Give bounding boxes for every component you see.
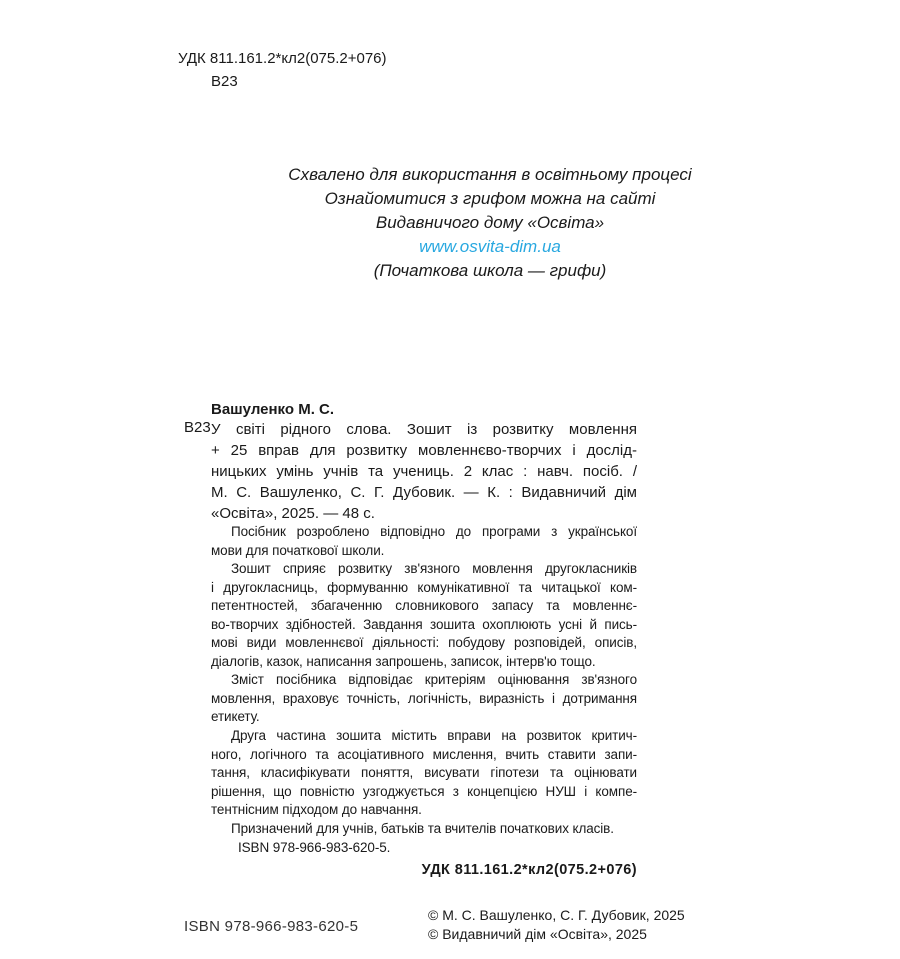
annotation-line: Зміст посібника відповідає критеріям оцінювання зв'язного xyxy=(231,672,637,687)
bibliographic-entry xyxy=(211,419,637,524)
annotation-line: петентностей, збагаченню словникового запасу та мовленнє- xyxy=(211,598,637,613)
annotation-line: тання, класифікувати поняття, висувати гіпотези та оцінювати xyxy=(211,765,637,780)
annotation-line: Друга частина зошита містить вправи на розвиток критич- xyxy=(231,728,637,743)
annotation-line: діалогів, казок, написання запрошень, записок, інтерв'ю тощо. xyxy=(211,653,596,669)
entry-line: У світі рідного слова. Зошит із розвитку мовлення xyxy=(211,421,637,438)
approval-line-3: Видавничого дому «Освіта» xyxy=(375,213,605,232)
entry-line: «Освіта», 2025. — 48 с. xyxy=(211,505,375,522)
approval-notice xyxy=(270,163,710,283)
approval-line-2: Ознайомитися з грифом можна на сайті xyxy=(324,189,656,208)
annotation-paragraph-2 xyxy=(211,560,637,671)
isbn-footer: ISBN 978-966-983-620-5 xyxy=(184,918,359,935)
entry-line: М. С. Вашуленко, С. Г. Дубовик. — К. : Видавничий дім xyxy=(211,484,637,501)
annotation-line: мови для початкової школи. xyxy=(211,542,385,558)
annotation-purpose xyxy=(211,820,637,857)
udk-header: УДК 811.161.2*кл2(075.2+076) xyxy=(178,50,387,67)
entry-line: + 25 вправ для розвитку мовленнєво-творчих і дослід- xyxy=(211,442,637,459)
annotation-paragraph-1 xyxy=(211,523,637,560)
annotation-line: Посібник розроблено відповідно до програми з української xyxy=(231,524,637,539)
udk-bottom: УДК 811.161.2*кл2(075.2+076) xyxy=(421,862,637,878)
approval-line-1: Схвалено для використання в освітньому процесі xyxy=(288,165,692,184)
author-name: Вашуленко М. С. xyxy=(211,401,335,418)
copyright-block xyxy=(428,906,685,944)
annotation-line: і другокласниць, формуванню комунікативної та читацької ком- xyxy=(211,579,637,595)
annotation-line: Зошит сприяє розвитку зв'язного мовлення другокласників xyxy=(231,561,637,576)
catalog-code-header: В23 xyxy=(211,73,238,90)
annotation-line: тентнісним підходом до навчання. xyxy=(211,802,422,817)
approval-line-5: (Початкова школа — грифи) xyxy=(373,261,607,280)
entry-line: ницьких умінь учнів та учениць. 2 клас : навч. посіб. / xyxy=(211,463,637,480)
catalog-code: В23 xyxy=(184,419,211,436)
annotation-line: рішення, що повністю узгоджується з концепцією НУШ і компе- xyxy=(211,783,637,799)
purpose-line: Призначений для учнів, батьків та вчителів початкових класів. xyxy=(231,821,614,836)
annotation-line: етикету. xyxy=(211,709,260,724)
annotation-line: мовлення, враховує точність, логічність, виразність і дотримання xyxy=(211,690,637,706)
annotation-paragraph-3 xyxy=(211,671,637,727)
isbn-line: ISBN 978-966-983-620-5. xyxy=(238,839,391,855)
annotation-line: мові види мовленнєвої діяльності: побудову розповідей, описів, xyxy=(211,635,637,650)
copyright-authors: © М. С. Вашуленко, С. Г. Дубовик, 2025 xyxy=(428,907,685,923)
annotation-line: во-творчих здібностей. Завдання зошита охоплюють усні й пись- xyxy=(211,616,637,632)
annotation-paragraph-4 xyxy=(211,727,637,820)
annotation-line: ного, логічного та асоціативного мислення, вчить ставити запи- xyxy=(211,746,637,762)
publisher-website-link[interactable]: www.osvita-dim.ua xyxy=(419,237,561,256)
copyright-publisher: © Видавничий дім «Освіта», 2025 xyxy=(428,926,647,942)
